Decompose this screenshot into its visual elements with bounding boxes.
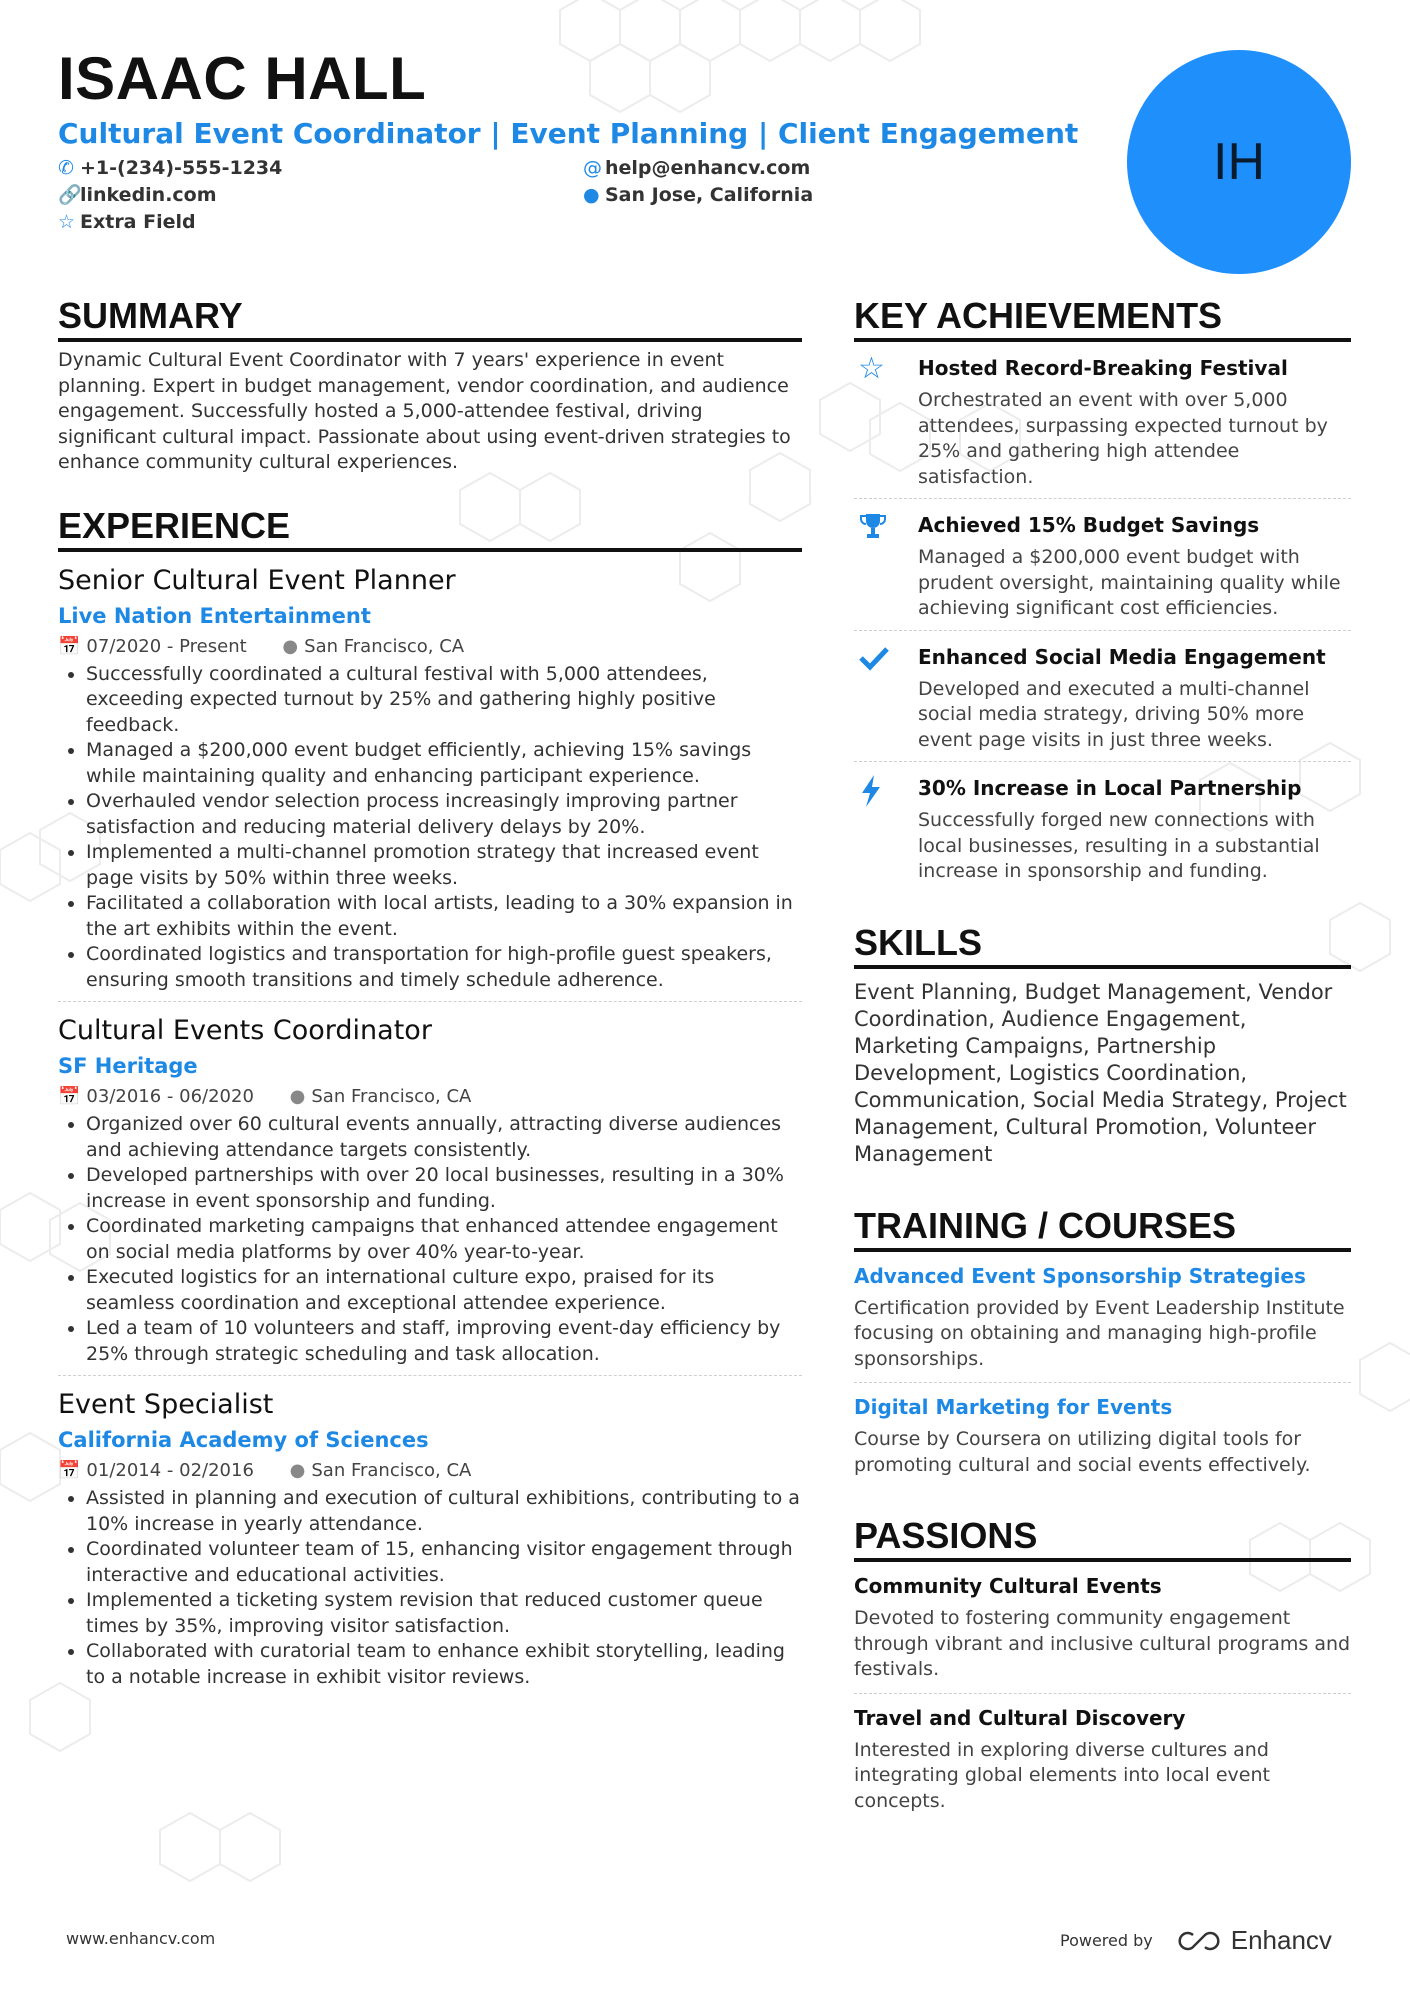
achievement-item — [854, 342, 1351, 499]
course-desc: Course by Coursera on utilizing digital tools for promoting cultural and social events effectively. — [854, 1428, 1311, 1476]
calendar-icon: 📅 — [58, 1460, 81, 1481]
list-item: • Implemented a ticketing system revision that reduced customer queue times by 35%, improving visitor satisfaction. — [86, 1588, 802, 1639]
job-company[interactable]: Live Nation Entertainment — [58, 603, 371, 628]
achievement-desc: Orchestrated an event with over 5,000 attendees, surpassing expected turnout by 25% and gathering high attendee satisfaction. — [918, 389, 1328, 488]
list-item: • Executed logistics for an international culture expo, praised for its seamless coordination and exceptional attendee experience. — [86, 1265, 802, 1316]
email-text: help@enhancv.com — [605, 157, 811, 179]
passion-title: Community Cultural Events — [854, 1574, 1162, 1598]
training-list — [854, 1262, 1351, 1489]
course-title[interactable]: Digital Marketing for Events — [854, 1395, 1173, 1419]
achievement-desc: Successfully forged new connections with local businesses, resulting in a substantial increase in sponsorship and funding. — [918, 809, 1320, 882]
training-heading: TRAINING / COURSES — [854, 1206, 1351, 1252]
phone-text: +1-(234)-555-1234 — [80, 157, 283, 179]
list-item: • Successfully coordinated a cultural festival with 5,000 attendees, exceeding expected turnout by 25% and gathering highly positive feedback. — [86, 662, 802, 739]
candidate-name: ISAAC HALL — [58, 45, 427, 112]
job-role: Senior Cultural Event Planner — [58, 564, 456, 596]
footer-website[interactable]: www.enhancv.com — [66, 1929, 216, 1948]
list-item: • Overhauled vendor selection process increasingly improving partner satisfaction and reducing material delivery delays by 20%. — [86, 789, 802, 840]
job-bullets — [58, 1486, 802, 1690]
right-column — [854, 296, 1351, 1824]
job-bullets — [58, 662, 802, 994]
at-icon: @ — [583, 157, 602, 179]
experience-entry — [58, 564, 802, 1003]
achievement-desc: Managed a $200,000 event budget with prudent oversight, maintaining quality while achieving significant cost efficiencies. — [918, 546, 1341, 619]
skills-text: Event Planning, Budget Management, Vendor Coordination, Audience Engagement, Marketing Campaigns, Partnership Development, Logistics Coordination, Communication, Social Media Strategy, Project Management, Cultural Promotion, Volunteer Management — [854, 979, 1347, 1166]
linkedin-text: linkedin.com — [80, 184, 217, 206]
divider — [58, 1001, 802, 1002]
passion-title: Travel and Cultural Discovery — [854, 1705, 1186, 1730]
lightning-icon — [854, 774, 918, 885]
email-contact[interactable] — [583, 155, 810, 181]
calendar-icon: 📅 — [58, 1086, 81, 1107]
experience-heading: EXPERIENCE — [58, 506, 802, 552]
achievement-title: Hosted Record-Breaking Festival — [918, 356, 1288, 380]
left-column — [58, 296, 802, 1690]
passions-heading: PASSIONS — [854, 1516, 1351, 1562]
location-pin-icon: ● — [289, 1086, 306, 1107]
achievement-title: Achieved 15% Budget Savings — [918, 513, 1260, 537]
location-contact — [583, 182, 813, 208]
job-location: San Francisco, CA — [311, 1460, 472, 1481]
list-item: • Facilitated a collaboration with local artists, leading to a 30% expansion in the art exhibits within the event. — [86, 891, 802, 942]
footer-branding[interactable] — [1060, 1925, 1332, 1956]
calendar-icon: 📅 — [58, 635, 81, 657]
list-item: • Developed partnerships with over 20 local businesses, resulting in a 30% increase in event sponsorship and funding. — [86, 1163, 802, 1214]
job-role: Event Specialist — [58, 1389, 274, 1420]
achievements-heading: KEY ACHIEVEMENTS — [854, 296, 1351, 342]
star-icon: ☆ — [858, 351, 885, 386]
job-bullets — [58, 1112, 802, 1367]
passions-list — [854, 1572, 1351, 1824]
achievement-title: 30% Increase in Local Partnership — [918, 776, 1302, 800]
star-outline-icon: ☆ — [58, 211, 76, 233]
candidate-title: Cultural Event Coordinator | Event Planning | Client Engagement — [58, 117, 1079, 150]
enhancv-logo — [1175, 1925, 1332, 1956]
phone-icon: ✆ — [58, 157, 74, 179]
experience-entry — [58, 1388, 802, 1690]
location-text: San Jose, California — [605, 184, 814, 206]
brand-text: Enhancv — [1230, 1925, 1332, 1955]
job-meta — [58, 1458, 802, 1484]
list-item: • Implemented a multi-channel promotion strategy that increased event page visits by 50% within three weeks. — [86, 840, 802, 891]
job-company[interactable]: SF Heritage — [58, 1054, 198, 1078]
phone-contact[interactable] — [58, 155, 282, 181]
linkedin-contact[interactable] — [58, 182, 217, 208]
achievement-title: Enhanced Social Media Engagement — [918, 644, 1326, 669]
extra-field — [58, 209, 196, 235]
job-location: San Francisco, CA — [304, 635, 465, 657]
enhancv-logo-icon — [1175, 1929, 1223, 1953]
job-dates: 07/2020 - Present — [86, 635, 247, 657]
location-pin-icon: ● — [583, 184, 600, 206]
experience-entry — [58, 1014, 802, 1376]
job-dates: 01/2014 - 02/2016 — [86, 1460, 254, 1481]
achievements-list — [854, 342, 1351, 893]
passion-desc: Interested in exploring diverse cultures and integrating global elements into local event concepts. — [854, 1738, 1270, 1812]
achievement-desc: Developed and executed a multi-channel social media strategy, driving 50% more event page visits in just three weeks. — [918, 677, 1310, 751]
course-desc: Certification provided by Event Leadership Institute focusing on obtaining and managing high-profile sponsorships. — [854, 1296, 1351, 1384]
powered-by-text: Powered by — [1060, 1931, 1153, 1950]
list-item: • Coordinated logistics and transportation for high-profile guest speakers, ensuring smooth transitions and timely schedule adherence. — [86, 942, 802, 993]
summary-text: Dynamic Cultural Event Coordinator with 7 years' experience in event planning. Expert in budget management, vendor coordination, and audience engagement. Successfully hosted a 5,000-attendee festival, driving significant cultural impact. Passionate about using event-driven strategies to enhance community cultural experiences. — [58, 349, 791, 473]
job-dates: 03/2016 - 06/2020 — [86, 1086, 254, 1107]
achievement-item — [854, 631, 1351, 763]
job-meta — [58, 634, 802, 660]
extra-field-text: Extra Field — [80, 211, 196, 233]
list-item: • Coordinated marketing campaigns that enhanced attendee engagement on social media platforms by over 40% year-to-year. — [86, 1214, 802, 1265]
job-location: San Francisco, CA — [311, 1086, 472, 1107]
location-pin-icon: ● — [289, 1460, 306, 1481]
list-item: • Led a team of 10 volunteers and staff, improving event-day efficiency by 25% through strategic scheduling and task allocation. — [86, 1316, 802, 1367]
avatar: IH — [1127, 50, 1351, 274]
list-item: • Collaborated with curatorial team to enhance exhibit storytelling, leading to a notable increase in exhibit visitor reviews. — [86, 1639, 802, 1690]
skills-heading: SKILLS — [854, 923, 1351, 969]
checkmark-icon — [854, 643, 918, 754]
summary-heading: SUMMARY — [58, 296, 802, 342]
job-meta — [58, 1084, 802, 1110]
list-item: • Managed a $200,000 event budget efficiently, achieving 15% savings while maintaining quality and enhancing participant experience. — [86, 738, 802, 789]
location-pin-icon: ● — [282, 635, 299, 657]
list-item: • Organized over 60 cultural events annually, attracting diverse audiences and achieving attendance targets consistently. — [86, 1112, 802, 1163]
list-item: • Assisted in planning and execution of cultural exhibitions, contributing to a 10% increase in yearly attendance. — [86, 1486, 802, 1537]
passion-desc: Devoted to fostering community engagement through vibrant and inclusive cultural programs and festivals. — [854, 1606, 1351, 1694]
achievement-item — [854, 499, 1351, 631]
job-role: Cultural Events Coordinator — [58, 1015, 432, 1046]
achievement-item — [854, 762, 1351, 893]
link-icon: 🔗 — [58, 184, 82, 206]
course-title[interactable]: Advanced Event Sponsorship Strategies — [854, 1263, 1306, 1288]
job-company[interactable]: California Academy of Sciences — [58, 1428, 429, 1452]
trophy-icon — [854, 511, 918, 622]
divider — [58, 1375, 802, 1376]
list-item: • Coordinated volunteer team of 15, enhancing visitor engagement through interactive and educational activities. — [86, 1537, 802, 1588]
